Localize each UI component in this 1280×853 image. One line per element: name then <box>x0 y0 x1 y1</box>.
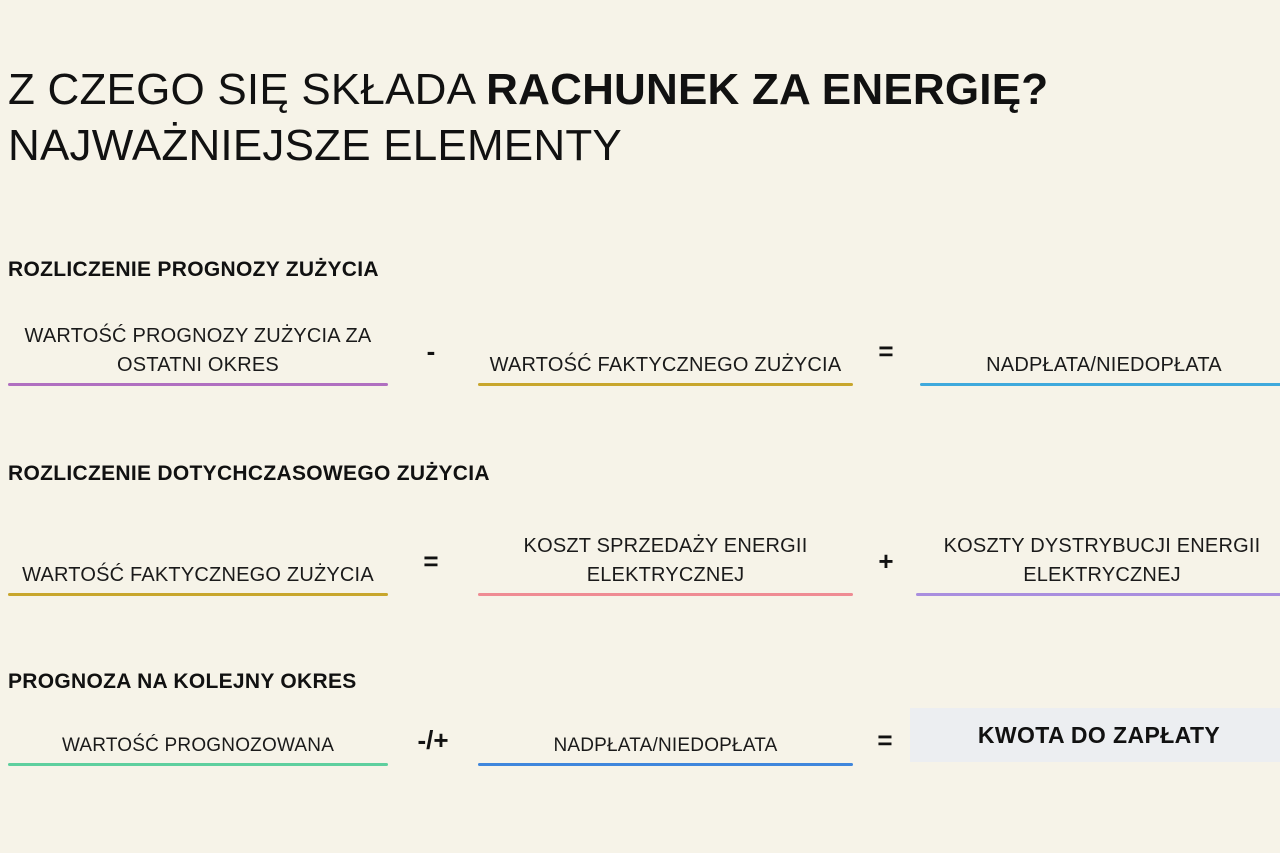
underline-2-2 <box>478 593 853 596</box>
section-prognoza-kolejny-okres <box>8 670 1280 770</box>
underline-1-3 <box>920 383 1280 386</box>
formula-cell-1-1-label: WARTOŚĆ PROGNOZY ZUŻYCIA ZA OSTATNI OKRES <box>24 325 372 376</box>
underline-1-2 <box>478 383 853 386</box>
operator-2-2: + <box>878 545 894 576</box>
result-amount-label: KWOTA DO ZAPŁATY <box>977 721 1221 748</box>
operator-1-2: = <box>878 335 894 366</box>
section-prognoza-rozliczenie <box>8 258 1280 392</box>
formula-cell-2-1-label: WARTOŚĆ FAKTYCZNEGO ZUŻYCIA <box>22 564 374 586</box>
operator-1-1: - <box>426 335 436 366</box>
result-amount-box <box>910 708 1280 762</box>
title-line-1-bold: RACHUNEK ZA ENERGIĘ? <box>486 65 1049 114</box>
formula-cell-1-1 <box>8 296 388 386</box>
section-heading-2: ROZLICZENIE DOTYCHCZASOWEGO ZUŻYCIA <box>8 462 490 485</box>
title-line-1 <box>8 62 1272 118</box>
formula-cell-1-3-label: NADPŁATA/NIEDOPŁATA <box>986 354 1222 376</box>
underline-3-1 <box>8 763 388 766</box>
underline-3-2 <box>478 763 853 766</box>
operator-3-2: = <box>877 724 893 755</box>
formula-cell-3-2-label: NADPŁATA/NIEDOPŁATA <box>553 735 778 756</box>
formula-cell-3-1 <box>8 708 388 766</box>
title-line-1-plain: Z CZEGO SIĘ SKŁADA <box>8 65 487 114</box>
formula-row-1 <box>8 296 1280 392</box>
section-heading-1: ROZLICZENIE PROGNOZY ZUŻYCIA <box>8 258 379 281</box>
operator-3-1: -/+ <box>417 724 449 755</box>
formula-cell-2-2 <box>478 500 853 596</box>
title-line-2: NAJWAŻNIEJSZE ELEMENTY <box>8 121 622 170</box>
formula-cell-3-1-label: WARTOŚĆ PROGNOZOWANA <box>61 735 335 756</box>
section-dotychczasowe-zuzycie <box>8 462 1280 596</box>
page-title <box>8 62 1272 174</box>
formula-row-2 <box>8 500 1280 596</box>
underline-2-3 <box>916 593 1280 596</box>
formula-cell-2-1 <box>8 500 388 596</box>
formula-cell-2-3 <box>916 500 1280 596</box>
underline-1-1 <box>8 383 388 386</box>
formula-row-3 <box>8 708 1280 770</box>
formula-cell-1-3 <box>920 296 1280 386</box>
underline-2-1 <box>8 593 388 596</box>
formula-cell-1-2 <box>478 296 853 386</box>
formula-cell-2-2-label: KOSZT SPRZEDAŻY ENERGII ELEKTRYCZNEJ <box>523 535 808 586</box>
formula-cell-3-2 <box>478 708 853 766</box>
formula-cell-1-2-label: WARTOŚĆ FAKTYCZNEGO ZUŻYCIA <box>489 354 842 376</box>
formula-cell-2-3-label: KOSZTY DYSTRYBUCJI ENERGII ELEKTRYCZNEJ <box>943 535 1261 586</box>
operator-2-1: = <box>423 545 439 576</box>
section-heading-3: PROGNOZA NA KOLEJNY OKRES <box>8 670 357 693</box>
